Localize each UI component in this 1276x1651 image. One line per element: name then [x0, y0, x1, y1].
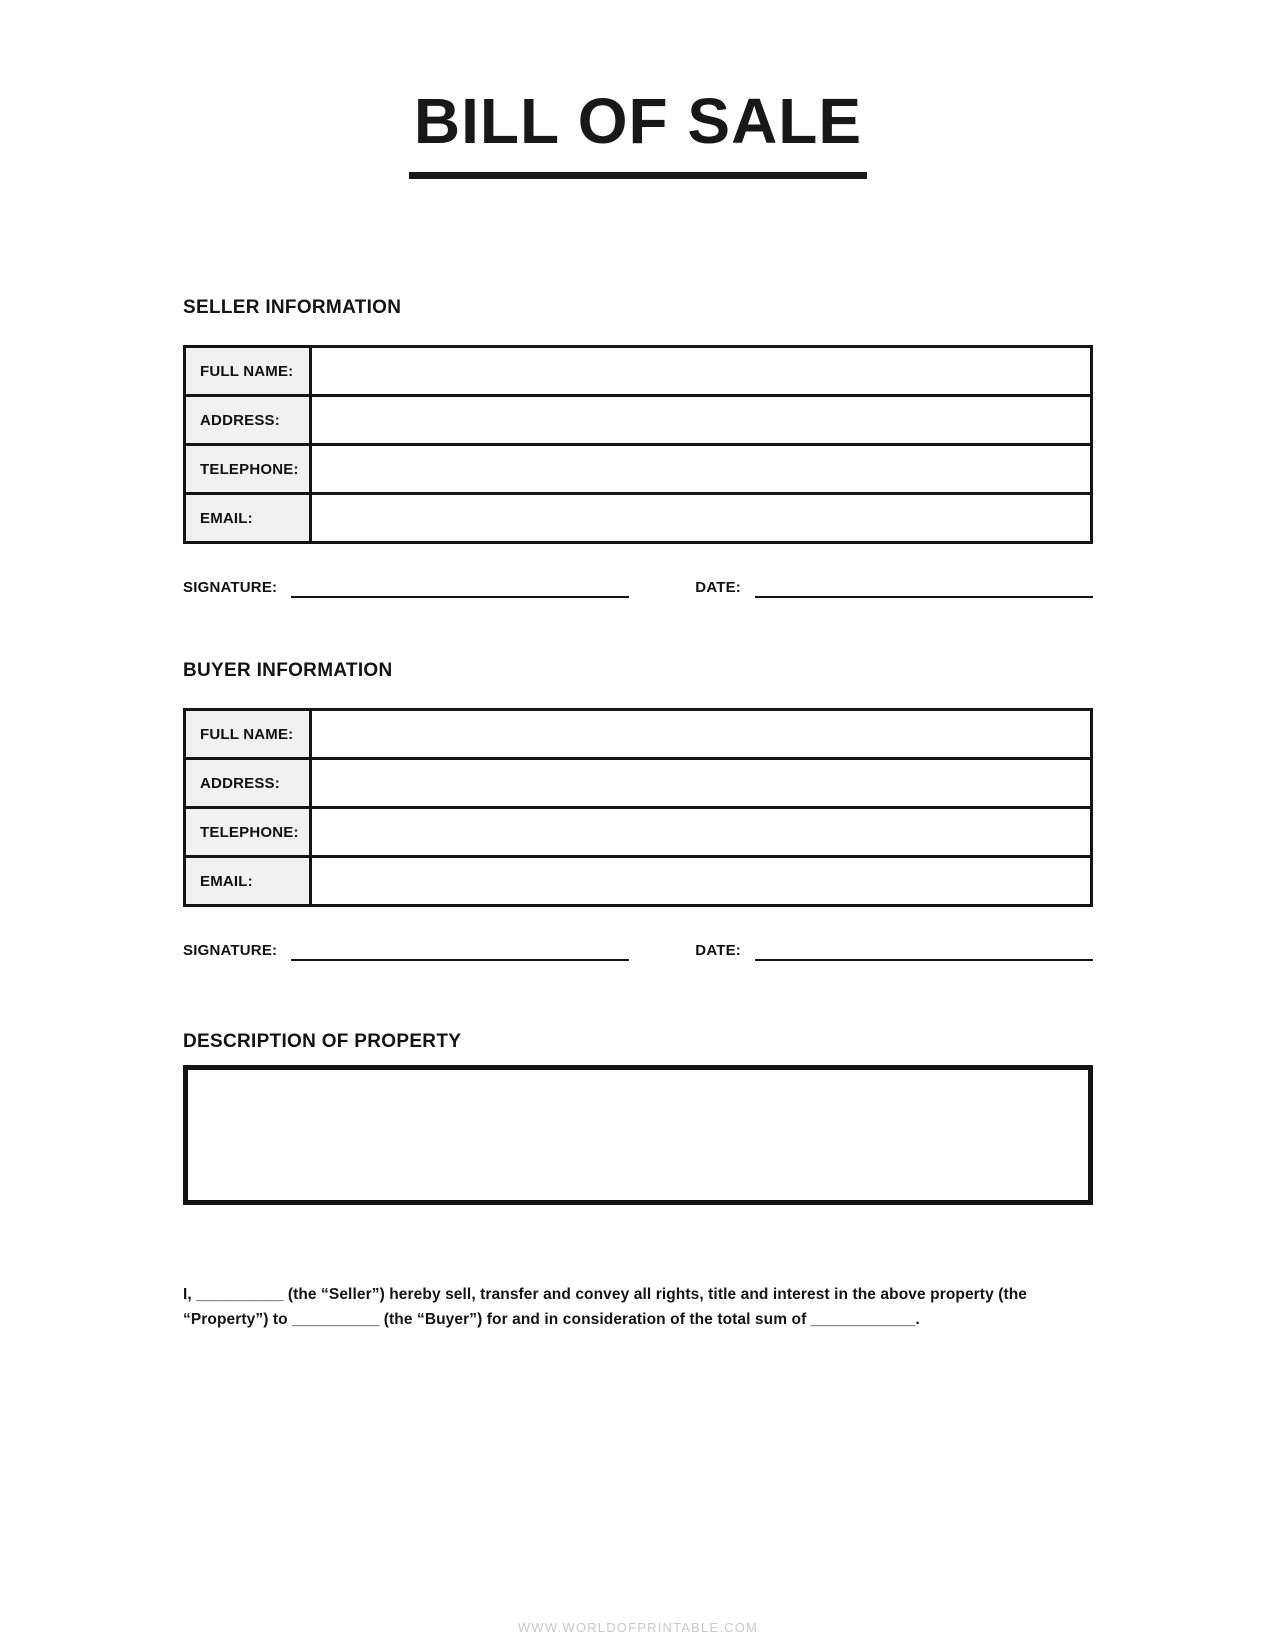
seller-full-name-field[interactable] [311, 347, 1092, 396]
seller-info-table [183, 345, 1093, 544]
seller-heading: SELLER INFORMATION [183, 297, 402, 318]
seller-email-field[interactable] [311, 494, 1092, 543]
sale-statement: I, __________ (the “Seller”) hereby sell, transfer and convey all rights, title and interest in the above property (the “Property”) to __________ (the “Buyer”) for and in consideration of the total sum of ____________. [183, 1286, 1028, 1328]
table-row [185, 710, 1092, 759]
buyer-signature-label: SIGNATURE: [183, 942, 278, 959]
footer-url: WWW.WORLDOFPRINTABLE.COM [517, 1620, 759, 1635]
table-row [185, 347, 1092, 396]
table-row [185, 494, 1092, 543]
seller-date-line[interactable] [755, 576, 1093, 598]
seller-email-label: EMAIL: [185, 494, 311, 543]
seller-full-name-label: FULL NAME: [185, 347, 311, 396]
buyer-email-field[interactable] [311, 857, 1092, 906]
title-block [183, 84, 1093, 179]
seller-telephone-label: TELEPHONE: [185, 445, 311, 494]
table-row [185, 445, 1092, 494]
buyer-date-line[interactable] [755, 939, 1093, 961]
buyer-date-label: DATE: [695, 942, 741, 959]
table-row [185, 396, 1092, 445]
property-heading: DESCRIPTION OF PROPERTY [183, 1031, 462, 1052]
table-row [185, 759, 1092, 808]
buyer-address-field[interactable] [311, 759, 1092, 808]
page-title: BILL OF SALE [413, 85, 863, 157]
seller-signature-label: SIGNATURE: [183, 579, 278, 596]
buyer-signature-row [183, 939, 1093, 961]
buyer-section [183, 660, 1093, 961]
property-section [183, 1031, 1093, 1205]
seller-date-label: DATE: [695, 579, 741, 596]
buyer-telephone-label: TELEPHONE: [185, 808, 311, 857]
seller-telephone-field[interactable] [311, 445, 1092, 494]
buyer-telephone-field[interactable] [311, 808, 1092, 857]
buyer-heading: BUYER INFORMATION [183, 660, 393, 681]
seller-address-field[interactable] [311, 396, 1092, 445]
buyer-date-pair [695, 939, 1093, 961]
buyer-signature-line[interactable] [291, 939, 629, 961]
buyer-info-table [183, 708, 1093, 907]
seller-signature-line[interactable] [291, 576, 629, 598]
table-row [185, 857, 1092, 906]
title-underline [409, 172, 867, 179]
buyer-signature-pair [183, 939, 629, 961]
buyer-email-label: EMAIL: [185, 857, 311, 906]
property-description-field[interactable] [183, 1065, 1093, 1205]
seller-section [183, 297, 1093, 598]
table-row [185, 808, 1092, 857]
seller-address-label: ADDRESS: [185, 396, 311, 445]
seller-signature-row [183, 576, 1093, 598]
buyer-address-label: ADDRESS: [185, 759, 311, 808]
seller-date-pair [695, 576, 1093, 598]
buyer-full-name-field[interactable] [311, 710, 1092, 759]
document-content [183, 0, 1093, 1333]
buyer-full-name-label: FULL NAME: [185, 710, 311, 759]
seller-signature-pair [183, 576, 629, 598]
